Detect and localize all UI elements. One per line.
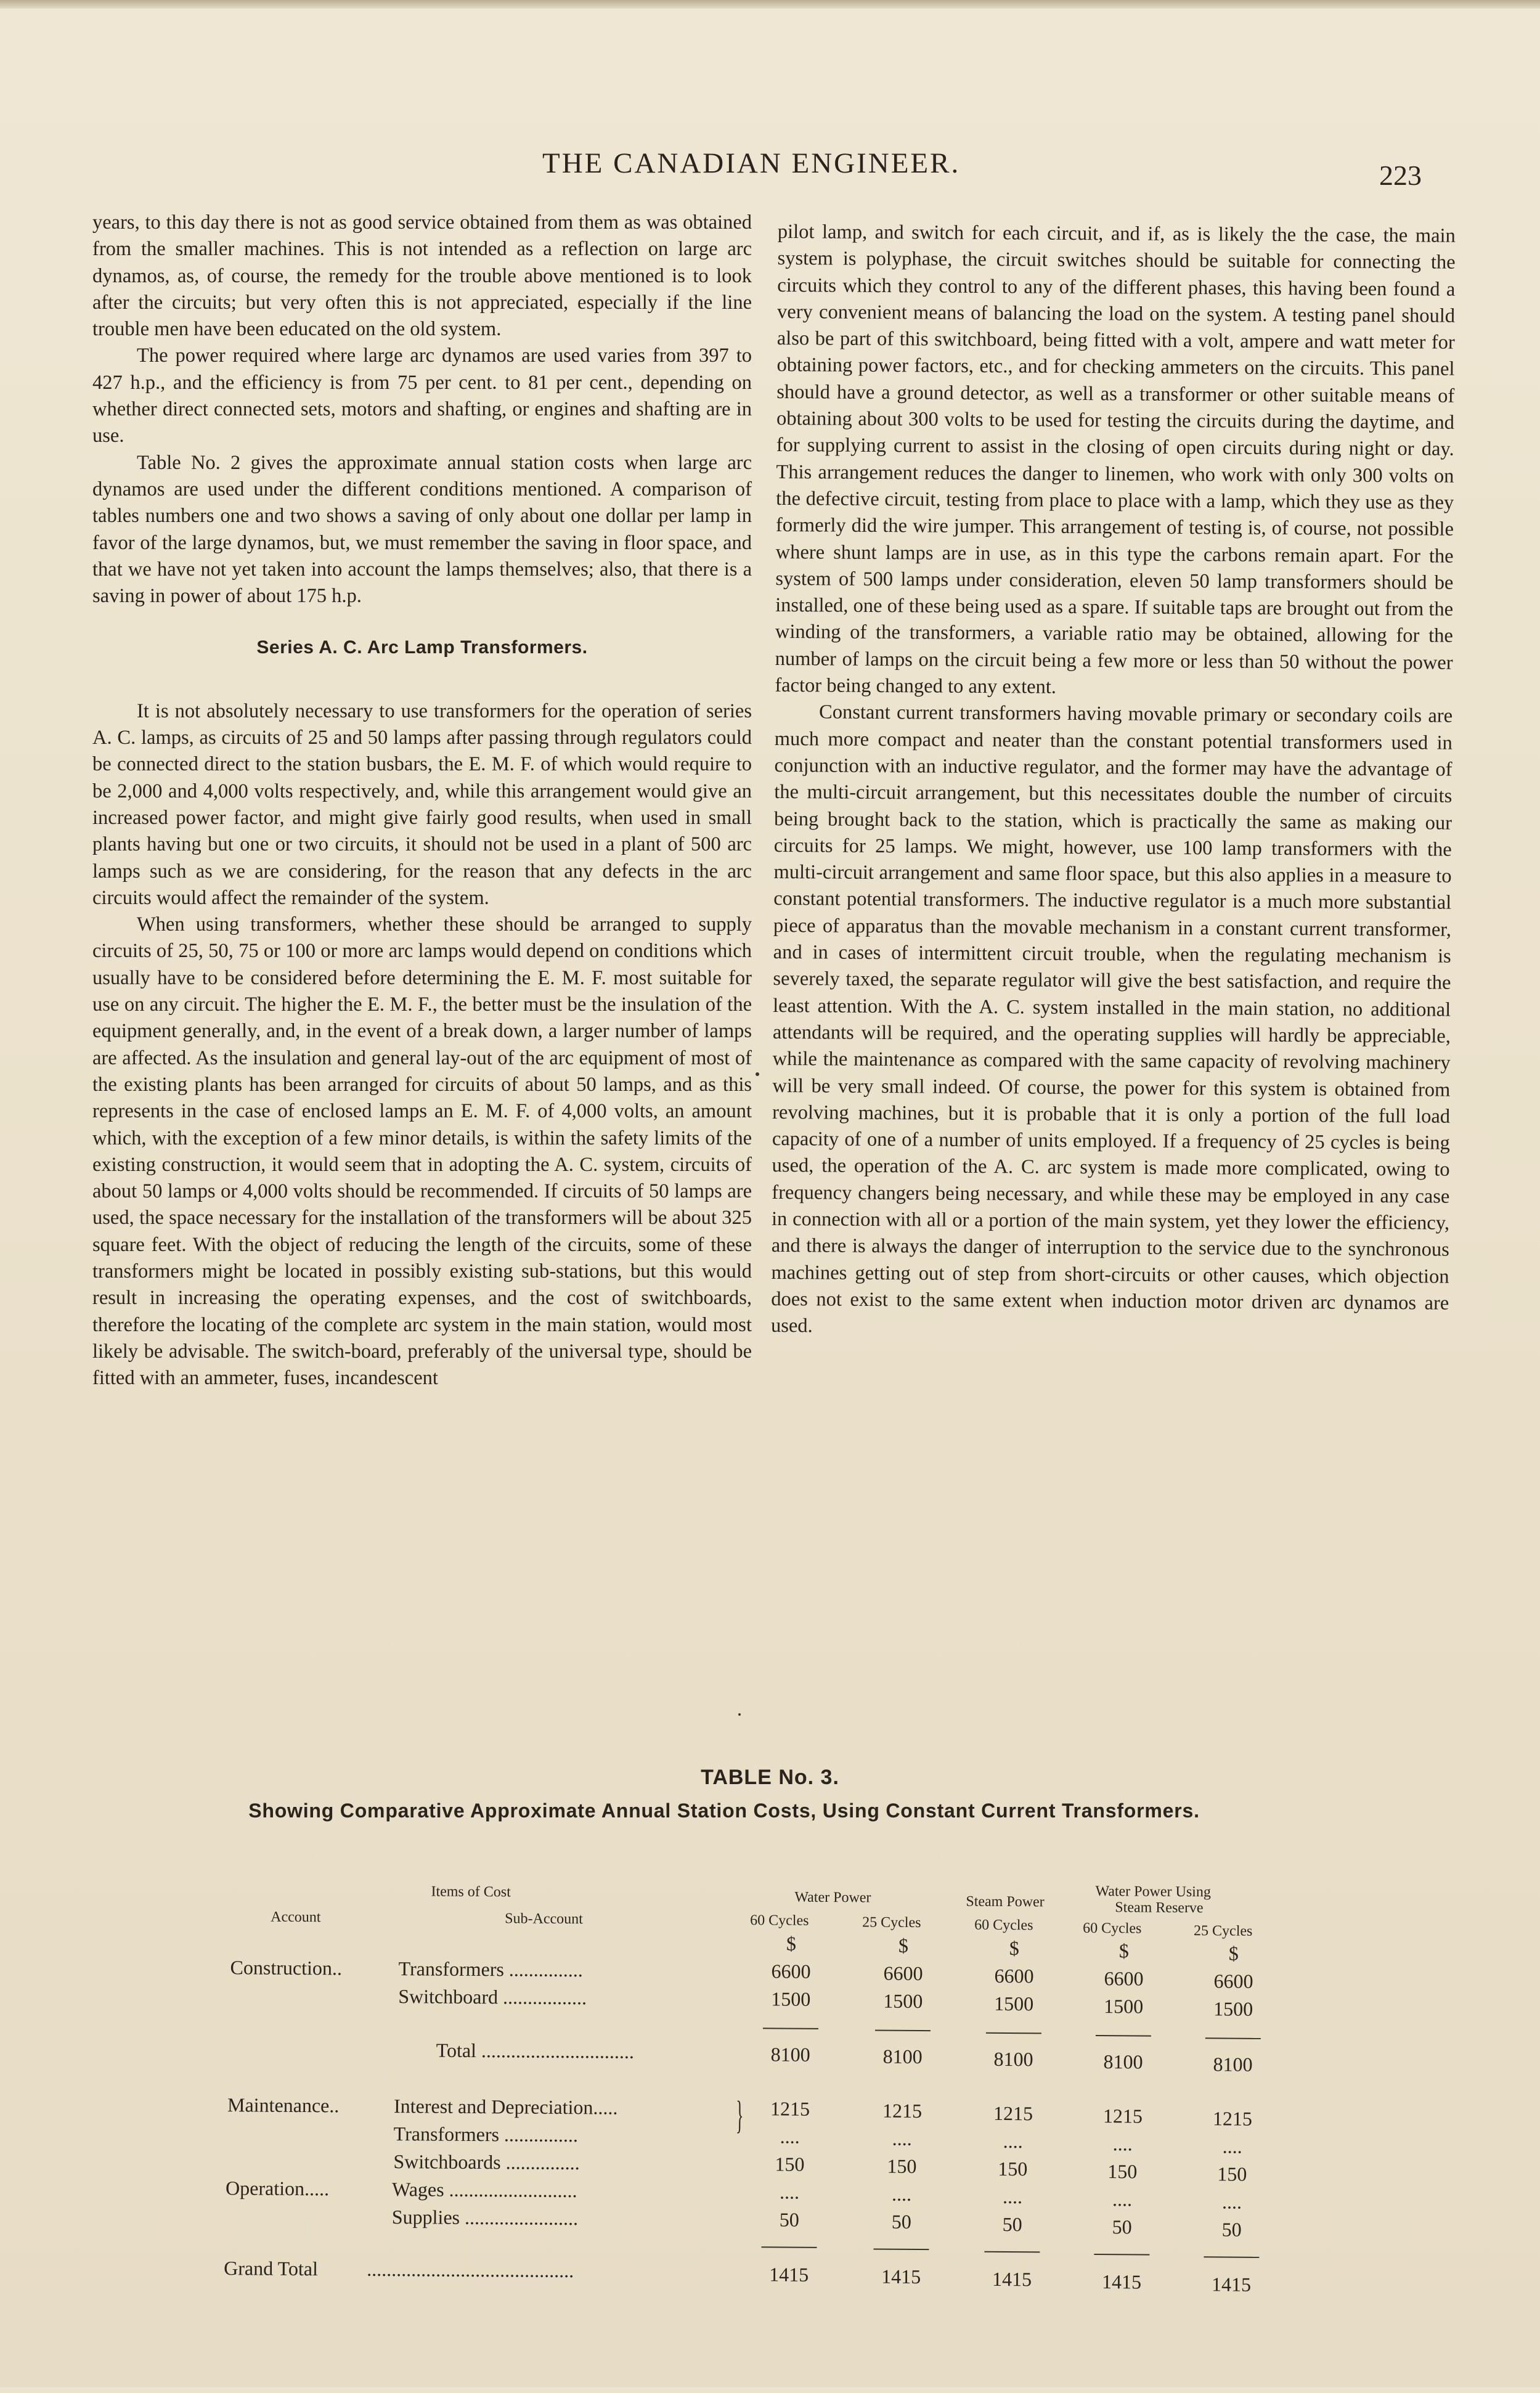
grand-total-rule bbox=[873, 2249, 929, 2251]
table-cell: 1415 bbox=[881, 2265, 921, 2288]
dollar-sign: $ bbox=[898, 1934, 909, 1957]
sub-account-label: Supplies ....................... bbox=[391, 2206, 579, 2230]
table-cell: .... bbox=[891, 2182, 912, 2205]
table-cell: 150 bbox=[998, 2157, 1028, 2180]
table-cell: .... bbox=[1112, 2188, 1133, 2211]
subtotal-rule bbox=[986, 2032, 1041, 2034]
brace: } bbox=[735, 2092, 744, 2137]
grand-total-rule bbox=[1094, 2254, 1149, 2256]
table-cell: 150 bbox=[1217, 2163, 1247, 2185]
section-heading: Series A. C. Arc Lamp Transformers. bbox=[256, 637, 588, 658]
header-water-power: Water Power bbox=[794, 1889, 871, 1906]
table-cell: 1415 bbox=[769, 2263, 809, 2286]
header-items-of-cost: Items of Cost bbox=[431, 1883, 511, 1901]
paragraph: Table No. 2 gives the approximate annual station costs when large arc dynamos are used under the different conditions mentioned. A comparison of tables numbers one and two shows a saving of only about one dollar per lamp in favor of the large dynamos, but, we must remember the saving in floor space, and that we have not yet taken into account the lamps themselves; also, that there is a saving in power of about 175 h.p. bbox=[92, 451, 752, 608]
dollar-sign: $ bbox=[1228, 1942, 1239, 1965]
header-account: Account bbox=[271, 1909, 321, 1926]
sub-account-label: Interest and Depreciation..... bbox=[393, 2095, 618, 2119]
table-cell: 8100 bbox=[1103, 2050, 1143, 2073]
header-water-power-steam-1: Water Power Using bbox=[1095, 1883, 1211, 1901]
table-cell: 50 bbox=[1112, 2216, 1132, 2238]
table-cell: 6600 bbox=[771, 1960, 811, 1983]
subtotal-rule bbox=[763, 2028, 818, 2029]
account-label: Operation..... bbox=[226, 2177, 330, 2200]
paragraph: When using transformers, whether these should be arranged to supply circuits of 25, 50, 75 or 100 or more arc lamps would depend on conditions which usually have to be considered before determining the E. M. F. most suitable for use on any circuit. The higher the E. M. F., the better must be the insulation of the equipment generally, and, in the event of a break down, a larger number of lamps are affected. As the insulation and general lay-out of the arc equipment of most of the existing plants has been arranged for circuits of about 50 lamps, and as this represents in the case of enclosed lamps an E. M. F. of 4,000 volts, an amount which, with the exception of a few minor details, is within the safety limits of the existing construction, it would seem that in adopting the A. C. system, circuits of about 50 lamps or 4,000 volts should be recommended. If circuits of 50 lamps are used, the space necessary for the installation of the transformers will be about 325 square feet. With the object of reducing the length of the circuits, some of these transformers might be located in possibly existing sub-stations, but this would result in increasing the operating expenses, and the cost of switchboards, therefore the locating of the complete arc system in the main station, would most likely be advisable. The switch-board, preferably of the universal type, should be fitted with an ammeter, fuses, incandescent bbox=[92, 913, 752, 1390]
table-cell: 50 bbox=[779, 2208, 799, 2231]
header-col5-cycles: 25 Cycles bbox=[1193, 1923, 1253, 1939]
sub-account-label: .......................................... bbox=[367, 2257, 574, 2282]
table-cell: 150 bbox=[887, 2155, 917, 2178]
table-cell: 1415 bbox=[1211, 2273, 1252, 2296]
subtotal-rule bbox=[1096, 2035, 1151, 2037]
table-cell: .... bbox=[780, 2125, 800, 2148]
subtotal-rule bbox=[1205, 2037, 1261, 2039]
paragraph: years, to this day there is not as good service obtained from them as was obtained from the smaller machines. This is not intended as a reflection on large arc dynamos, as, of course, the remedy for the trouble above mentioned is to look after the circuits; but very often this is not appreciated, especially if the line trouble men have been educated on the old system. bbox=[92, 211, 752, 341]
header-col3-cycles: 60 Cycles bbox=[974, 1917, 1033, 1934]
sub-account-label: Switchboards ............... bbox=[393, 2150, 580, 2174]
table-cell: .... bbox=[1003, 2129, 1023, 2153]
header-col2-cycles: 25 Cycles bbox=[862, 1914, 921, 1931]
table-cell: 6600 bbox=[1213, 1970, 1253, 1992]
table-cell: 1500 bbox=[1213, 1997, 1253, 2020]
table-cell: 1415 bbox=[1101, 2270, 1142, 2293]
table-title: TABLE No. 3. bbox=[701, 1766, 839, 1789]
table-cell: .... bbox=[779, 2180, 800, 2203]
table-cell: 50 bbox=[1002, 2212, 1022, 2236]
table-cell: 1215 bbox=[993, 2102, 1033, 2125]
table-cell: 6600 bbox=[994, 1964, 1034, 1987]
table-cell: 8100 bbox=[993, 2047, 1033, 2071]
header-steam-power: Steam Power bbox=[966, 1893, 1045, 1910]
header-sub-account: Sub-Account bbox=[505, 1910, 583, 1928]
table-cell: 1215 bbox=[882, 2099, 923, 2122]
table-cell: 1415 bbox=[992, 2267, 1032, 2291]
dollar-sign: $ bbox=[1009, 1937, 1020, 1960]
table-cell: 1215 bbox=[1102, 2105, 1143, 2127]
sub-account-label: Switchboard ................. bbox=[398, 1985, 587, 2009]
header-col1-cycles: 60 Cycles bbox=[750, 1912, 809, 1929]
sub-account-label: Transformers ............... bbox=[393, 2122, 579, 2146]
table-cell: 6600 bbox=[883, 1962, 923, 1985]
table-cell: 6600 bbox=[1104, 1967, 1144, 1990]
ink-speck bbox=[756, 1072, 759, 1076]
table-cell: 1500 bbox=[1104, 1995, 1144, 2018]
header-water-power-steam-2: Steam Reserve bbox=[1115, 1899, 1204, 1917]
table-cell: 1215 bbox=[770, 2097, 810, 2120]
subtotal-rule bbox=[875, 2030, 931, 2032]
table-cell: .... bbox=[1221, 2190, 1242, 2213]
account-label: Maintenance.. bbox=[227, 2093, 340, 2117]
table-cell: 1500 bbox=[771, 1987, 811, 2010]
dollar-sign: $ bbox=[1118, 1939, 1129, 1962]
dollar-sign: $ bbox=[786, 1932, 797, 1955]
page-number: 223 bbox=[1379, 160, 1422, 191]
grand-total-rule bbox=[761, 2246, 817, 2248]
table-cell: 8100 bbox=[882, 2045, 923, 2068]
paragraph: It is not absolutely necessary to use transformers for the operation of series A. C. lamps, as circuits of 25 and 50 lamps after passing through regulators could be connected direct to the station busbars, the E. M. F. of which would require to be 2,000 and 4,000 volts respectively, and, while this arrangement would give an increased power factor, and might give fairly good results, when used in small plants having but one or two circuits, it should not be used in a plant of 500 arc lamps such as we are considering, for the reason that any defects in the arc circuits would affect the remainder of the system. bbox=[92, 699, 752, 909]
header-col4-cycles: 60 Cycles bbox=[1083, 1920, 1142, 1937]
table-cell: 50 bbox=[1221, 2218, 1242, 2241]
sub-account-label: Total ............................... bbox=[436, 2039, 635, 2063]
journal-title: THE CANADIAN ENGINEER. bbox=[542, 147, 961, 179]
sub-account-label: Transformers ............... bbox=[398, 1957, 583, 1981]
paragraph: Constant current transformers having movable primary or secondary coils are much more compact and neater than the constant potential transformers used in conjunction with an inductive regulator, and the former may have the advantage of the multi-circuit arrangement, but this necessitates double the number of circuits being brought back to the station, which is practically the same as making our circuits for 25 lamps. We might, however, use 100 lamp transformers with the multi-circuit arrangement and same floor space, but this also applies in a measure to constant potential transformers. The inductive regulator is a much more substantial piece of apparatus than the movable mechanism in a constant current transformer, and in cases of intermittent circuit trouble, when the regulating mechanism is severely taxed, the separate regulator will give the best satisfaction, and require the least attention. With the A. C. system installed in the main station, no additional attendants will be required, and the operating supplies will hardly be appreciable, while the maintenance as compared with the same capacity of revolving machinery will be very small indeed. Of course, the power for this system is obtained from revolving machines, but it is probable that it is only a portion of the full load capacity of one of a number of units employed. If a frequency of 25 cycles is being used, the operation of the A. C. arc system is made more complicated, owing to frequency changers being necessary, and while these may be employed in any case in connection with all or a portion of the main system, yet they lower the efficiency, and there is always the danger of interruption to the service due to the synchronous machines getting out of step from short-circuits or other causes, which objection does not exist to the same extent when induction motor driven arc dynamos are used. bbox=[770, 701, 1453, 1337]
account-label: Grand Total bbox=[224, 2257, 319, 2280]
table-cell: .... bbox=[892, 2127, 912, 2150]
grand-total-rule bbox=[984, 2251, 1040, 2253]
table-cell: 8100 bbox=[1213, 2053, 1253, 2076]
table-cell: 1215 bbox=[1212, 2107, 1253, 2130]
grand-total-rule bbox=[1204, 2256, 1259, 2258]
table-cell: 150 bbox=[1107, 2160, 1138, 2183]
account-label: Construction.. bbox=[230, 1956, 343, 1979]
table-cell: .... bbox=[1002, 2185, 1023, 2208]
table-cell: 1500 bbox=[994, 1992, 1034, 2015]
table-cell: 150 bbox=[775, 2153, 805, 2175]
table-cell: 1500 bbox=[883, 1989, 923, 2013]
table-subtitle: Showing Comparative Approximate Annual Station Costs, Using Constant Current Transformers. bbox=[248, 1800, 1200, 1822]
table-cell: .... bbox=[1112, 2132, 1133, 2155]
paragraph: The power required where large arc dynamos are used varies from 397 to 427 h.p., and the efficiency is from 75 per cent. to 81 per cent., depending on whether direct connected sets, motors and shafting, or engines and shafting are in use. bbox=[92, 344, 752, 447]
ink-speck bbox=[738, 1713, 741, 1716]
paragraph: pilot lamp, and switch for each circuit, and if, as is likely the the case, the main system is polyphase, the circuit switches should be suitable for connecting the circuits which they control to any of the different phases, this having been found a very convenient means of balancing the load on the system. A testing panel should also be part of this switchboard, being fitted with a volt, ampere and watt meter for obtaining power factors, etc., and for checking ammeters on the circuits. This panel should have a ground detector, as well as a transformer or other suitable means of obtaining about 300 volts to be used for testing the circuits during the daytime, and for supplying current to assist in the closing of open circuits during night or day. This arrangement reduces the danger to linemen, who work with only 300 volts on the defective circuit, testing from place to place with a lamp, which they use as they formerly did the wire jumper. This arrangement of testing is, of course, not possible where shunt lamps are in use, as in this type the carbons remain apart. For the system of 500 lamps under consideration, eleven 50 lamp transformers should be installed, one of these being used as a spare. If suitable taps are brought out from the winding of the transformers, a variable ratio may be obtained, allowing for the number of lamps on the circuit being a few more or less than 50 without the power factor being changed to any extent. bbox=[775, 220, 1456, 698]
table-cell: 50 bbox=[891, 2210, 911, 2233]
sub-account-label: Wages .......................... bbox=[392, 2178, 577, 2202]
table-cell: .... bbox=[1222, 2135, 1242, 2158]
table-cell: 8100 bbox=[770, 2043, 810, 2066]
